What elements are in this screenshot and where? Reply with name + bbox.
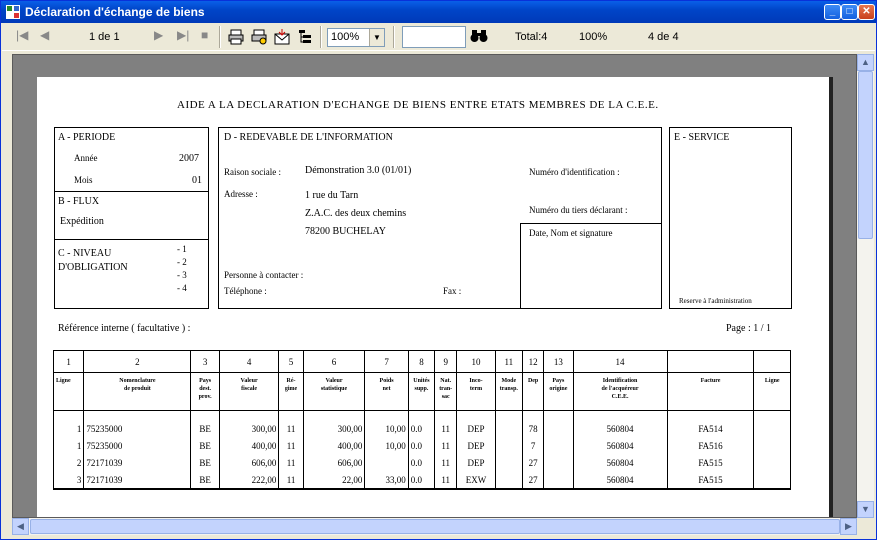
column-header-line: origine [549, 386, 568, 392]
column-header-line: fiscale [241, 386, 258, 392]
table-cell: 400,00 [219, 438, 279, 455]
column-number: 12 [523, 351, 544, 373]
table-cell: 72171039 [84, 472, 191, 489]
column-header [54, 373, 84, 411]
service-panel [669, 127, 792, 309]
table-cell: 11 [435, 455, 457, 472]
minimize-button[interactable]: _ [824, 4, 841, 20]
column-header [365, 373, 408, 411]
column-header-line: Ligne [764, 378, 780, 384]
column-header-line: Identification [602, 378, 638, 384]
contact-label: Personne à contacter : [224, 270, 304, 280]
column-number: 13 [544, 351, 573, 373]
table-cell: 0.0 [408, 438, 434, 455]
total-count: Total:4 [515, 31, 548, 43]
table-cell: 560804 [573, 438, 667, 455]
table-cell: EXW [457, 472, 495, 489]
table-cell: 27 [523, 472, 544, 489]
column-header-line: Valeur [325, 378, 343, 384]
column-number: 5 [279, 351, 303, 373]
column-header-line: Ligne [56, 378, 71, 384]
table-cell: BE [191, 421, 219, 438]
zoom-select[interactable] [327, 28, 385, 47]
stop-icon[interactable]: ■ [201, 28, 209, 42]
niveau-option: - 4 [177, 283, 187, 293]
column-number: 11 [495, 351, 522, 373]
toolbar-separator [393, 26, 395, 48]
column-header-line: Ré- [286, 378, 296, 384]
toolbar-separator [219, 26, 221, 48]
table-cell [754, 421, 791, 438]
raison-value: Démonstration 3.0 (01/01) [305, 165, 412, 176]
column-header [667, 373, 754, 411]
spacer-row [54, 411, 791, 421]
table-cell: 75235000 [84, 421, 191, 438]
flux-value: Expédition [60, 216, 104, 227]
table-cell [544, 421, 573, 438]
table-cell: 10,00 [365, 421, 408, 438]
column-header [279, 373, 303, 411]
column-header [303, 373, 365, 411]
table-cell: 10,00 [365, 438, 408, 455]
num-id-label: Numéro d'identification : [529, 167, 620, 177]
print-setup-icon[interactable] [251, 29, 267, 45]
horizontal-scrollbar[interactable] [12, 518, 857, 535]
table-cell: 33,00 [365, 472, 408, 489]
table-cell: 11 [435, 421, 457, 438]
table-row[interactable] [54, 438, 791, 455]
service-header: E - SERVICE [674, 132, 730, 143]
column-header [523, 373, 544, 411]
table-cell: 11 [279, 455, 303, 472]
column-header-line: term [469, 386, 483, 392]
column-header-line: Unités [413, 378, 430, 384]
report-title: AIDE A LA DECLARATION D'ECHANGE DE BIENS ENTRE ETATS MEMBRES DE LA C.E.E. [177, 99, 659, 111]
table-cell: 606,00 [219, 455, 279, 472]
report-page [37, 77, 833, 518]
table-cell: 1 [54, 421, 84, 438]
table-row[interactable] [54, 472, 791, 489]
fax-label: Fax : [443, 286, 462, 296]
column-header-line: Nomenclature [119, 378, 156, 384]
column-header-line: prov. [198, 394, 212, 400]
table-cell: 22,00 [303, 472, 365, 489]
table-cell [544, 472, 573, 489]
window-title: Déclaration d'échange de biens [25, 5, 205, 19]
column-number: 8 [408, 351, 434, 373]
table-cell: FA514 [667, 421, 754, 438]
table-cell: 222,00 [219, 472, 279, 489]
next-page-icon[interactable]: ▶ [154, 28, 164, 42]
scroll-down-icon[interactable]: ▼ [857, 501, 874, 518]
table-cell: FA515 [667, 455, 754, 472]
vertical-scroll-thumb[interactable] [858, 71, 873, 239]
left-panel [54, 127, 209, 309]
column-header [435, 373, 457, 411]
toolbar [2, 23, 875, 51]
column-number: 9 [435, 351, 457, 373]
reference-label: Référence interne ( facultative ) : [58, 323, 191, 334]
column-header-line: Pays [552, 378, 565, 384]
table-row[interactable] [54, 421, 791, 438]
column-number: 3 [191, 351, 219, 373]
table-cell: 606,00 [303, 455, 365, 472]
column-number: 6 [303, 351, 365, 373]
table-cell [495, 438, 522, 455]
report-viewer[interactable] [12, 54, 857, 518]
table-cell [754, 472, 791, 489]
table-cell [365, 455, 408, 472]
title-bar[interactable] [1, 1, 876, 23]
column-header-line: Poids [379, 378, 394, 384]
column-header-line: gime [284, 386, 298, 392]
table-cell: 3 [54, 472, 84, 489]
table-cell: FA516 [667, 438, 754, 455]
table-row[interactable] [54, 455, 791, 472]
app-icon [6, 5, 20, 19]
column-header [495, 373, 522, 411]
service-note: Reserve à l'administration [679, 297, 752, 305]
scroll-up-icon[interactable]: ▲ [857, 54, 874, 71]
table-cell: 560804 [573, 472, 667, 489]
column-number [754, 351, 791, 373]
periode-header: A - PERIODE [58, 132, 116, 143]
column-header-line: supp. [414, 386, 429, 392]
print-icon[interactable] [228, 29, 244, 45]
table-cell [544, 438, 573, 455]
signature-box [520, 223, 662, 309]
column-number: 14 [573, 351, 667, 373]
scroll-right-icon[interactable]: ▶ [840, 518, 857, 535]
raison-label: Raison sociale : [224, 167, 281, 177]
table-cell: BE [191, 438, 219, 455]
table-cell: 0.0 [408, 455, 434, 472]
column-header-line: Pays [199, 378, 212, 384]
column-header [754, 373, 791, 411]
column-header-line: Mode [501, 378, 517, 384]
column-header-line: transp. [499, 386, 518, 392]
table-cell: 11 [435, 438, 457, 455]
column-header-line: tran- [439, 386, 453, 392]
table-cell [495, 421, 522, 438]
column-number: 1 [54, 351, 84, 373]
column-header-line: C.E.E. [611, 394, 629, 400]
adresse-line-3: 78200 BUCHELAY [305, 226, 387, 237]
column-header [573, 373, 667, 411]
mois-label: Mois [74, 175, 93, 185]
redevable-panel [218, 127, 662, 309]
column-header [84, 373, 191, 411]
column-header [408, 373, 434, 411]
telephone-label: Téléphone : [224, 286, 267, 296]
niveau-header-2: D'OBLIGATION [58, 262, 128, 273]
table-cell: 1 [54, 438, 84, 455]
column-number [667, 351, 754, 373]
column-header-line: net [382, 386, 391, 392]
column-header-line: de produit [124, 386, 151, 392]
niveau-header: C - NIVEAU [58, 248, 112, 259]
column-header-line: Dep [527, 378, 539, 384]
column-number: 10 [457, 351, 495, 373]
adresse-line-1: 1 rue du Tarn [305, 190, 359, 201]
niveau-option: - 1 [177, 244, 187, 254]
column-number: 4 [219, 351, 279, 373]
close-button[interactable]: ✕ [858, 4, 875, 20]
column-header-line: Inco- [469, 378, 483, 384]
table-cell [495, 455, 522, 472]
table-cell [495, 472, 522, 489]
table-cell: BE [191, 455, 219, 472]
column-header [219, 373, 279, 411]
flux-header: B - FLUX [58, 196, 100, 207]
table-cell: BE [191, 472, 219, 489]
column-header-line: dest. [199, 386, 212, 392]
column-header-line: Facture [700, 378, 721, 384]
chevron-down-icon[interactable]: ▼ [369, 29, 384, 46]
first-page-icon[interactable]: |◀ [16, 28, 29, 42]
last-page-icon[interactable]: ▶| [177, 28, 190, 42]
page-indicator: 1 de 1 [89, 31, 120, 43]
zoom-percent: 100% [579, 31, 608, 43]
table-cell: 27 [523, 455, 544, 472]
record-count: 4 de 4 [648, 31, 679, 43]
table-cell: 560804 [573, 455, 667, 472]
column-header [457, 373, 495, 411]
column-header [544, 373, 573, 411]
table-cell: 72171039 [84, 455, 191, 472]
column-header-line: Nat. [440, 378, 452, 384]
binoculars-icon[interactable] [470, 28, 488, 44]
page-number: Page : 1 / 1 [726, 323, 771, 334]
search-input[interactable] [402, 26, 466, 48]
table-cell [544, 455, 573, 472]
column-header-line: statistique [320, 386, 348, 392]
table-cell: 11 [279, 472, 303, 489]
declaration-table [53, 350, 791, 490]
table-cell: DEP [457, 438, 495, 455]
num-tiers-label: Numéro du tiers déclarant : [529, 205, 628, 215]
zoom-value: 100% [331, 31, 360, 43]
table-cell: 400,00 [303, 438, 365, 455]
horizontal-scroll-thumb[interactable] [30, 519, 840, 534]
table-cell: DEP [457, 455, 495, 472]
column-header-line: de l'acquéreur [601, 386, 639, 392]
column-number-row [54, 351, 791, 373]
table-cell: 7 [523, 438, 544, 455]
table-cell [754, 455, 791, 472]
maximize-button[interactable]: □ [841, 4, 858, 20]
table-cell: 11 [279, 421, 303, 438]
table-cell: 560804 [573, 421, 667, 438]
column-number: 2 [84, 351, 191, 373]
table-cell: 0.0 [408, 421, 434, 438]
prev-page-icon[interactable]: ◀ [40, 28, 50, 42]
table-cell: 300,00 [303, 421, 365, 438]
scroll-left-icon[interactable]: ◀ [12, 518, 29, 535]
niveau-option: - 2 [177, 257, 187, 267]
column-number: 7 [365, 351, 408, 373]
column-header-line: Valeur [240, 378, 258, 384]
annee-value: 2007 [179, 153, 199, 164]
table-cell: 11 [435, 472, 457, 489]
table-cell: 78 [523, 421, 544, 438]
vertical-scrollbar[interactable] [857, 54, 874, 518]
date-signature-label: Date, Nom et signature [529, 228, 613, 238]
table-cell: 0.0 [408, 472, 434, 489]
table-cell: 300,00 [219, 421, 279, 438]
column-header-line: sac [441, 394, 450, 400]
table-cell: DEP [457, 421, 495, 438]
table-cell: 2 [54, 455, 84, 472]
table-cell [754, 438, 791, 455]
export-icon[interactable] [274, 29, 290, 45]
annee-label: Année [74, 153, 98, 163]
toolbar-separator [320, 26, 322, 48]
adresse-line-2: Z.A.C. des deux chemins [305, 208, 407, 219]
column-header [191, 373, 219, 411]
mois-value: 01 [192, 175, 202, 186]
table-cell: 75235000 [84, 438, 191, 455]
niveau-option: - 3 [177, 270, 187, 280]
table-cell: FA515 [667, 472, 754, 489]
redevable-header: D - REDEVABLE DE L'INFORMATION [224, 132, 393, 143]
tree-icon[interactable] [298, 29, 314, 45]
column-header-row [54, 373, 791, 411]
table-cell: 11 [279, 438, 303, 455]
adresse-label: Adresse : [224, 189, 258, 199]
